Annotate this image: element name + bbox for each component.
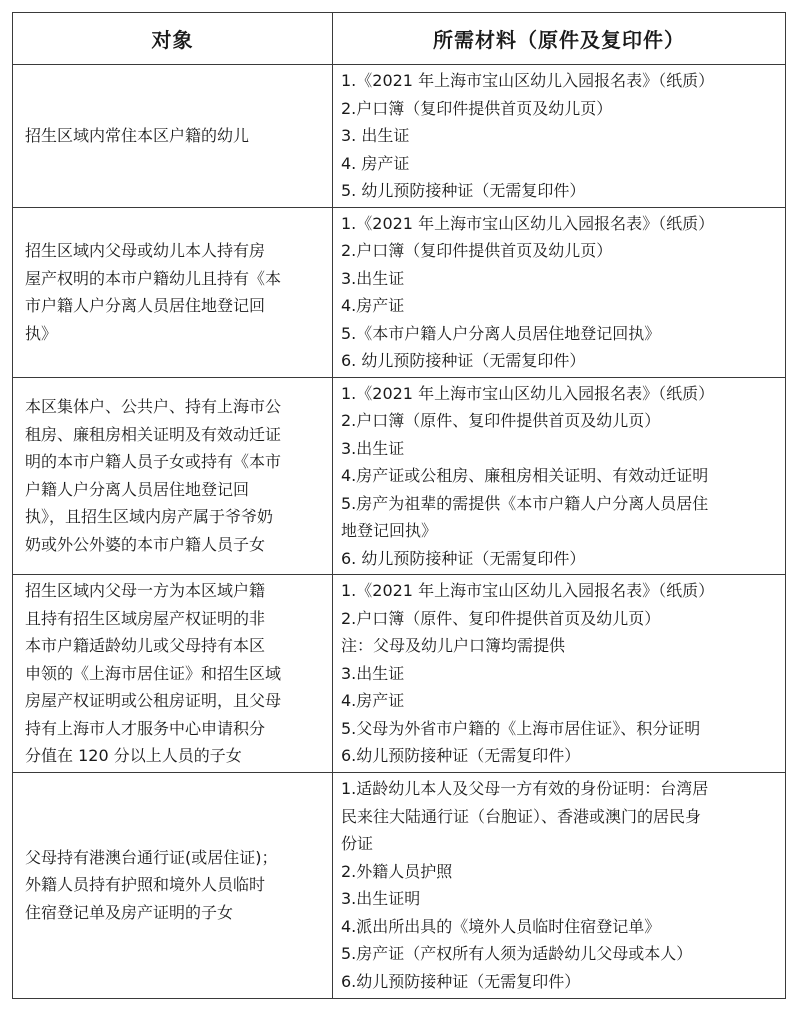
material-item: 地登记回执》 <box>341 521 438 540</box>
material-item: 2.户口簿（原件、复印件提供首页及幼儿页） <box>341 608 661 628</box>
materials-cell <box>333 575 786 773</box>
table-row <box>13 65 786 208</box>
material-item: 2.户口簿（复印件提供首页及幼儿页） <box>341 241 613 260</box>
object-cell <box>13 575 333 773</box>
object-text-line: 本区集体户、公共户、持有上海市公 <box>25 397 282 417</box>
material-item: 1.《2021 年上海市宝山区幼儿入园报名表》（纸质） <box>341 71 715 90</box>
object-text-line: 本市户籍适龄幼儿或父母持有本区 <box>25 636 266 655</box>
material-item: 5.父母为外省市户籍的《上海市居住证》、积分证明 <box>341 718 701 738</box>
object-text-line: 租房、廉租房相关证明及有效动迁证 <box>25 424 282 444</box>
material-item: 4. 房产证 <box>341 153 410 173</box>
object-text-line: 外籍人员持有护照和境外人员临时 <box>25 875 266 895</box>
object-text-line: 招生区域内父母或幼儿本人持有房 <box>25 241 266 260</box>
object-cell <box>13 65 333 208</box>
material-item: 6.幼儿预防接种证（无需复印件） <box>341 971 581 991</box>
material-item: 3. 出生证 <box>341 126 410 145</box>
object-text-line: 明的本市户籍人员子女或持有《本市 <box>25 452 282 472</box>
object-text-line: 招生区域内常住本区户籍的幼儿 <box>25 126 250 145</box>
object-text-line: 执》，且招生区域内房产属于爷爷奶 <box>25 507 274 527</box>
table-row <box>13 377 786 575</box>
material-item: 2.户口簿（复印件提供首页及幼儿页） <box>341 98 613 118</box>
material-item: 民来往大陆通行证（台胞证）、香港或澳门的居民身 <box>341 806 702 826</box>
material-item: 4.房产证或公租房、廉租房相关证明、有效动迁证明 <box>341 466 709 485</box>
object-cell <box>13 207 333 377</box>
object-text-line: 奶或外公外婆的本市户籍人员子女 <box>25 534 266 554</box>
table-header-row <box>13 13 786 65</box>
material-item: 3.出生证 <box>341 438 405 458</box>
material-item: 1.《2021 年上海市宝山区幼儿入园报名表》（纸质） <box>341 581 715 600</box>
object-text-line: 分值在 120 分以上人员的子女 <box>25 746 242 765</box>
material-item: 5.房产为祖辈的需提供《本市户籍人户分离人员居住 <box>341 493 709 513</box>
table-row <box>13 207 786 377</box>
material-item: 5.房产证（产权所有人须为适龄幼儿父母或本人） <box>341 944 693 963</box>
object-text-line: 且持有招生区域房屋产权证明的非 <box>25 608 266 628</box>
object-text-line: 执》 <box>25 323 58 343</box>
material-item: 3.出生证 <box>341 663 405 683</box>
material-item: 6. 幼儿预防接种证（无需复印件） <box>341 548 586 568</box>
materials-cell <box>333 772 786 998</box>
material-item: 份证 <box>341 834 374 853</box>
object-text-line: 住宿登记单及房产证明的子女 <box>25 902 234 922</box>
object-text-line: 房屋产权证明或公租房证明，且父母 <box>25 691 282 710</box>
table-row <box>13 772 786 998</box>
object-text-line: 招生区域内父母一方为本区域户籍 <box>25 581 266 600</box>
material-item: 4.房产证 <box>341 296 405 315</box>
material-item: 2.户口簿（原件、复印件提供首页及幼儿页） <box>341 411 661 430</box>
material-item: 1.《2021 年上海市宝山区幼儿入园报名表》（纸质） <box>341 213 715 233</box>
material-item: 6.幼儿预防接种证（无需复印件） <box>341 746 581 765</box>
header-object: 对象 <box>13 13 333 65</box>
material-item: 4.派出所出具的《境外人员临时住宿登记单》 <box>341 916 661 936</box>
materials-cell <box>333 207 786 377</box>
object-text-line: 屋产权明的本市户籍幼儿且持有《本 <box>25 268 282 288</box>
material-item: 4.房产证 <box>341 691 405 710</box>
object-cell <box>13 377 333 575</box>
object-text-line: 申领的《上海市居住证》和招生区域 <box>25 663 282 683</box>
object-text-line: 持有上海市人才服务中心申请积分 <box>25 718 266 738</box>
material-item: 1.适龄幼儿本人及父母一方有效的身份证明：台湾居 <box>341 779 709 798</box>
material-item: 1.《2021 年上海市宝山区幼儿入园报名表》（纸质） <box>341 383 715 403</box>
material-item: 2.外籍人员护照 <box>341 861 453 881</box>
material-item: 3.出生证 <box>341 268 405 288</box>
header-materials: 所需材料（原件及复印件） <box>333 13 786 65</box>
material-item: 5.《本市户籍人户分离人员居住地登记回执》 <box>341 323 661 343</box>
enrollment-materials-table <box>12 12 786 999</box>
object-text-line: 户籍人户分离人员居住地登记回 <box>25 479 250 499</box>
object-cell <box>13 772 333 998</box>
material-item: 注：父母及幼儿户口簿均需提供 <box>341 636 566 655</box>
object-text-line: 父母持有港澳台通行证(或居住证)； <box>25 847 278 867</box>
materials-cell <box>333 377 786 575</box>
object-text-line: 市户籍人户分离人员居住地登记回 <box>25 296 266 315</box>
table-row <box>13 575 786 773</box>
materials-cell <box>333 65 786 208</box>
material-item: 5. 幼儿预防接种证（无需复印件） <box>341 181 586 200</box>
material-item: 6. 幼儿预防接种证（无需复印件） <box>341 351 586 370</box>
material-item: 3.出生证明 <box>341 889 421 908</box>
